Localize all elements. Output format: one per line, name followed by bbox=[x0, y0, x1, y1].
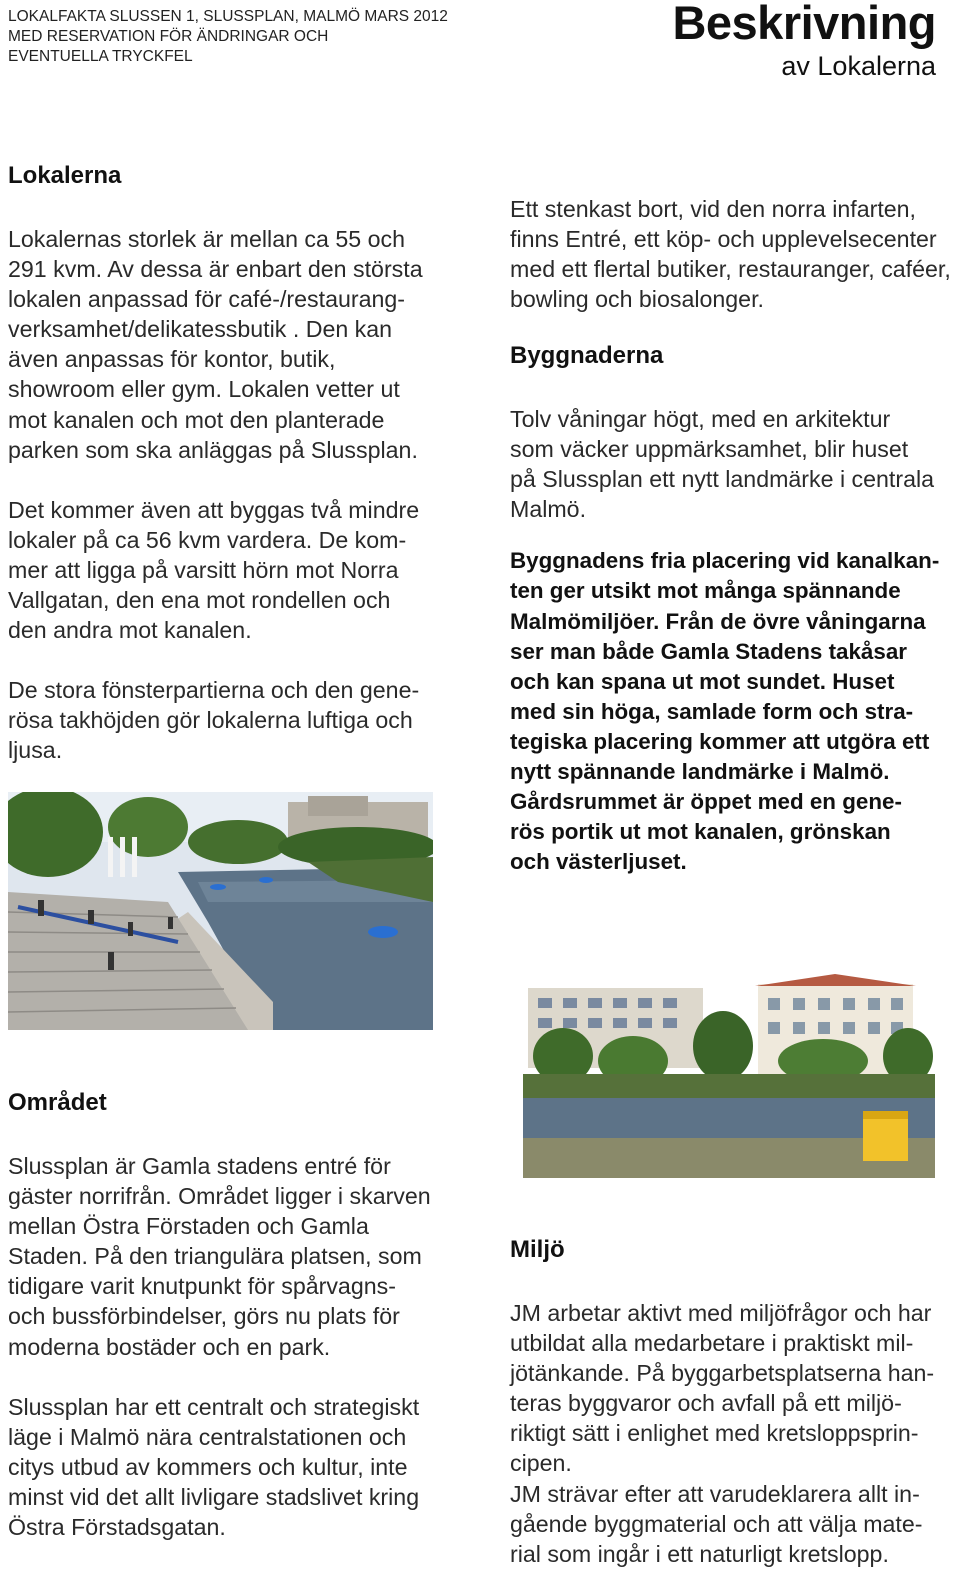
text-line: JM strävar efter att varudeklarera allt in- bbox=[510, 1480, 920, 1507]
page-subtitle: av Lokalerna bbox=[781, 51, 936, 81]
paragraph bbox=[8, 1392, 478, 1542]
paragraph bbox=[8, 224, 478, 465]
text-line: och västerljuset. bbox=[510, 849, 687, 875]
text-line: rial som ingår i ett naturligt kretslopp. bbox=[510, 1540, 889, 1567]
text-line: gående byggmaterial och att välja mate- bbox=[510, 1510, 923, 1537]
text-line: riktigt sätt i enlighet med kretsloppsprin- bbox=[510, 1420, 919, 1447]
text-line: med ett flertal butiker, restauranger, caféer, bbox=[510, 256, 951, 283]
text-line: Staden. På den triangulära platsen, som bbox=[8, 1243, 422, 1270]
text-line: läge i Malmö nära centralstationen och bbox=[8, 1423, 407, 1450]
section-heading-lokalerna: Lokalerna bbox=[8, 162, 122, 189]
canal-steps-photo bbox=[8, 792, 433, 1030]
text-line: Slussplan är Gamla stadens entré för bbox=[8, 1153, 391, 1179]
text-line: Malmömiljöer. Från de övre våningarna bbox=[510, 608, 926, 634]
text-line: Lokalernas storlek är mellan ca 55 och bbox=[8, 226, 405, 252]
paragraph bbox=[8, 495, 478, 645]
text-line: även anpassas för kontor, butik, bbox=[8, 346, 336, 373]
section-heading-byggnaderna: Byggnaderna bbox=[510, 342, 664, 369]
text-line: finns Entré, ett köp- och upplevelsecenter bbox=[510, 226, 937, 253]
text-line: lokalen anpassad för café-/restaurang- bbox=[8, 286, 405, 313]
text-line: teras byggvaror och avfall på ett miljö- bbox=[510, 1390, 902, 1417]
text-line: rös portik ut mot kanalen, grönskan bbox=[510, 819, 891, 845]
text-line: Det kommer även att byggas två mindre bbox=[8, 496, 420, 523]
text-line: mellan Östra Förstaden och Gamla bbox=[8, 1213, 369, 1240]
text-line: som väcker uppmärksamhet, blir huset bbox=[510, 436, 909, 463]
text-line: gäster norrifrån. Området ligger i skarven bbox=[8, 1183, 431, 1210]
bold-paragraph bbox=[510, 546, 955, 877]
text-line: ten ger utsikt mot många spännande bbox=[510, 578, 901, 604]
header-info bbox=[8, 7, 478, 67]
header-line: MED RESERVATION FÖR ÄNDRINGAR OCH bbox=[8, 28, 329, 45]
lokalerna-text bbox=[8, 224, 478, 766]
header-line: EVENTUELLA TRYCKFEL bbox=[8, 48, 193, 65]
page-title: Beskrivning bbox=[672, 0, 936, 49]
header-line: LOKALFAKTA SLUSSEN 1, SLUSSPLAN, MALMÖ MARS 2012 bbox=[8, 8, 448, 25]
text-line: lokaler på ca 56 kvm vardera. De kom- bbox=[8, 526, 407, 553]
text-line: och kan spana ut mot sundet. Huset bbox=[510, 668, 895, 694]
text-line: tidigare varit knutpunkt för spårvagns- bbox=[8, 1273, 396, 1300]
text-line: på Slussplan ett nytt landmärke i centrala bbox=[510, 466, 935, 493]
text-line: och bussförbindelser, görs nu plats för bbox=[8, 1303, 400, 1330]
text-line: nytt spännande landmärke i Malmö. bbox=[510, 759, 890, 785]
text-line: mer att ligga på varsitt hörn mot Norra bbox=[8, 556, 399, 583]
text-line: JM arbetar aktivt med miljöfrågor och har bbox=[510, 1300, 932, 1326]
text-line: jötänkande. På byggarbetsplatserna han- bbox=[510, 1360, 935, 1387]
paragraph bbox=[510, 1298, 940, 1569]
text-line: ser man både Gamla Stadens takåsar bbox=[510, 638, 908, 664]
text-line: moderna bostäder och en park. bbox=[8, 1333, 331, 1360]
omradet-text bbox=[8, 1151, 478, 1542]
text-line: Malmö. bbox=[510, 496, 587, 523]
text-line: mot kanalen och mot den planterade bbox=[8, 406, 385, 433]
text-line: Ett stenkast bort, vid den norra infarten, bbox=[510, 196, 916, 222]
text-line: De stora fönsterpartierna och den gene- bbox=[8, 677, 420, 704]
text-line: Östra Förstadsgatan. bbox=[8, 1514, 226, 1541]
text-line: 291 kvm. Av dessa är enbart den största bbox=[8, 256, 423, 283]
section-heading-miljo: Miljö bbox=[510, 1236, 565, 1263]
text-line: cipen. bbox=[510, 1450, 572, 1477]
text-line: Byggnadens fria placering vid kanalkan- bbox=[510, 548, 940, 574]
text-line: Tolv våningar högt, med en arkitektur bbox=[510, 406, 891, 432]
text-line: den andra mot kanalen. bbox=[8, 617, 252, 644]
right-intro-text bbox=[510, 194, 955, 314]
text-line: ljusa. bbox=[8, 737, 63, 764]
text-line: tegiska placering kommer att utgöra ett bbox=[510, 728, 930, 754]
canal-buildings-photo bbox=[523, 906, 935, 1178]
paragraph bbox=[510, 404, 955, 524]
paragraph bbox=[510, 194, 955, 314]
text-line: utbildat alla medarbetare i praktiskt mil- bbox=[510, 1330, 914, 1357]
text-line: Slussplan har ett centralt och strategiskt bbox=[8, 1393, 420, 1420]
text-line: Vallgatan, den ena mot rondellen och bbox=[8, 587, 391, 614]
byggnaderna-text bbox=[510, 404, 955, 877]
text-line: citys utbud av kommers och kultur, inte bbox=[8, 1453, 408, 1480]
text-line: rösa takhöjden gör lokalerna luftiga och bbox=[8, 707, 413, 734]
paragraph bbox=[8, 1151, 478, 1362]
text-line: minst vid det allt livligare stadslivet kring bbox=[8, 1483, 420, 1510]
miljo-text bbox=[510, 1298, 940, 1569]
text-line: med sin höga, samlade form och stra- bbox=[510, 698, 914, 724]
text-line: showroom eller gym. Lokalen vetter ut bbox=[8, 376, 400, 403]
section-heading-omradet: Området bbox=[8, 1089, 107, 1116]
text-line: Gårdsrummet är öppet med en gene- bbox=[510, 789, 902, 815]
text-line: parken som ska anläggas på Slussplan. bbox=[8, 436, 418, 463]
text-line: bowling och biosalonger. bbox=[510, 286, 764, 313]
paragraph bbox=[8, 675, 478, 765]
text-line: verksamhet/delikatessbutik . Den kan bbox=[8, 316, 393, 343]
